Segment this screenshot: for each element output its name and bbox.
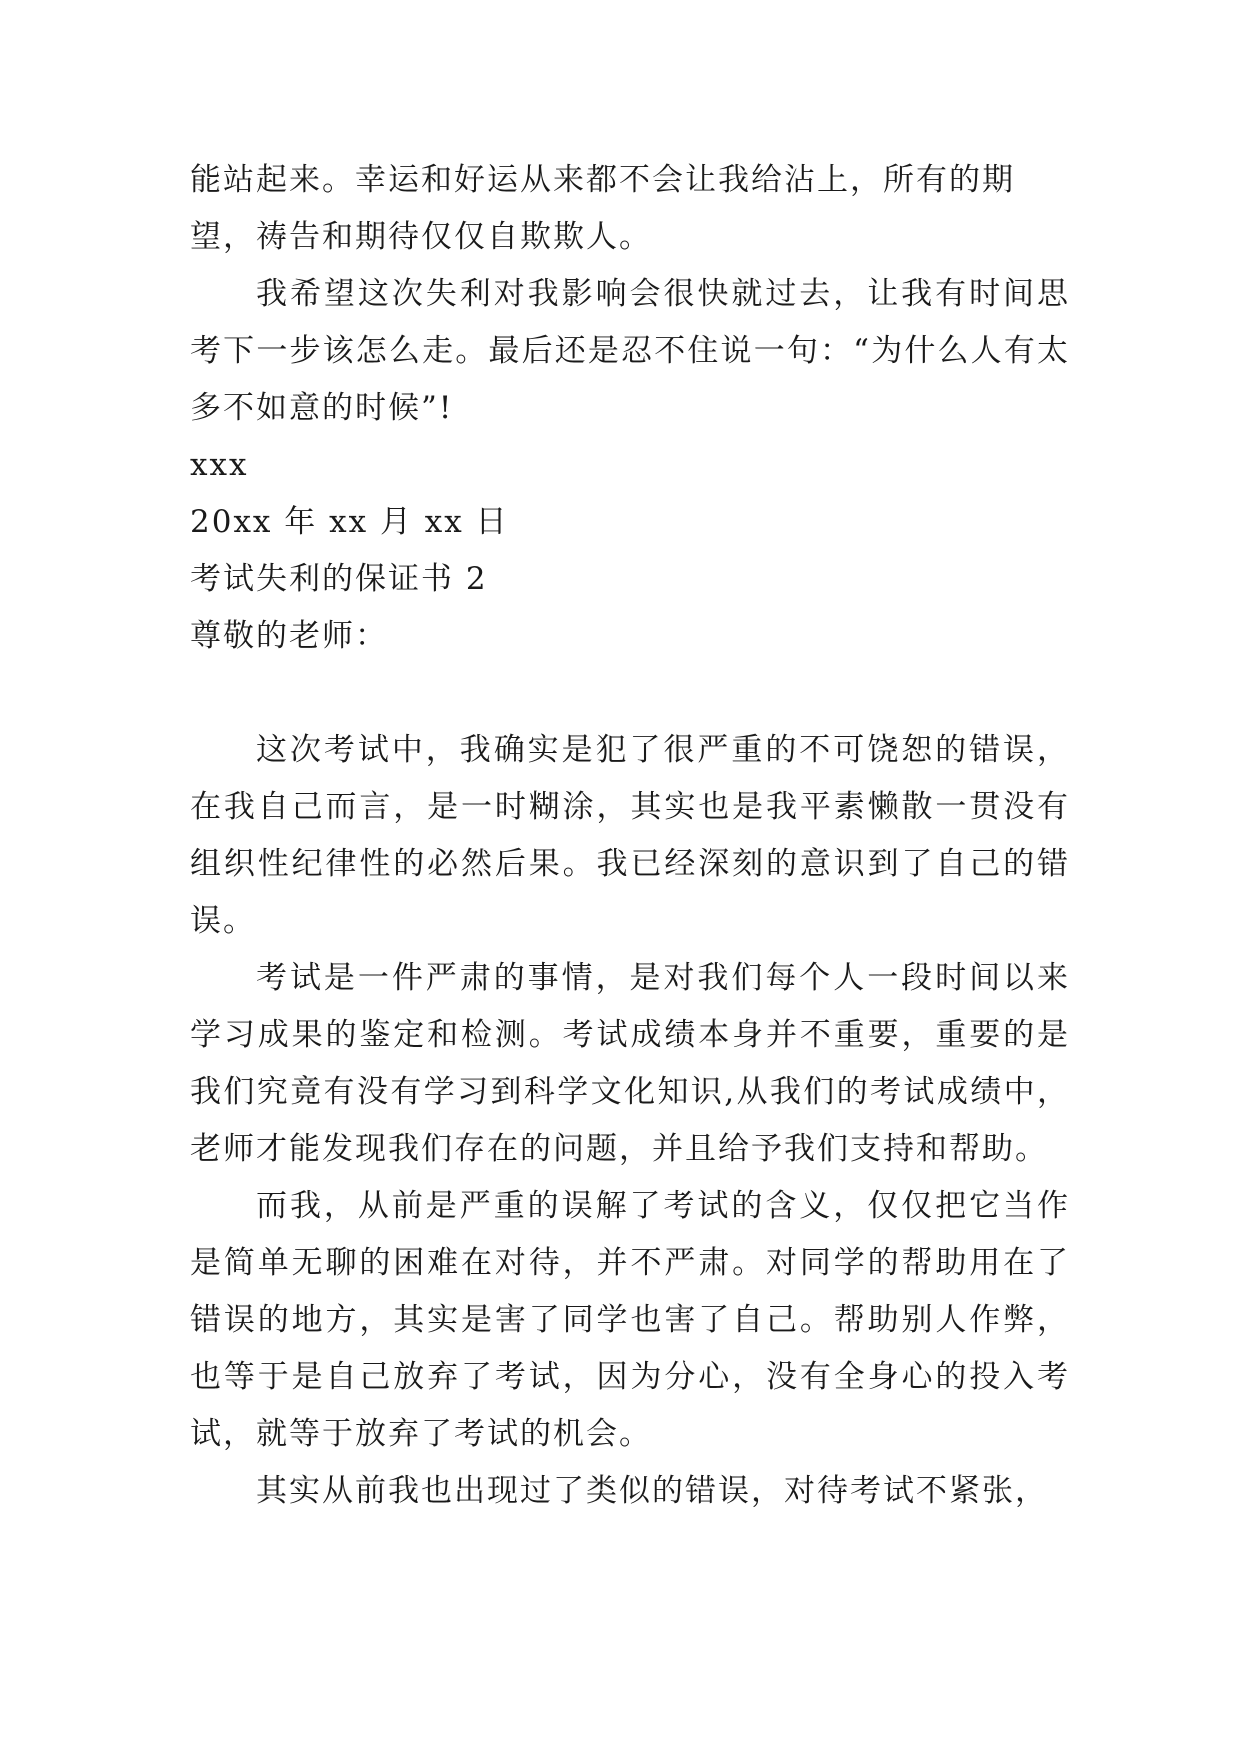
paragraph-4: 其实从前我也出现过了类似的错误，对待考试不紧张， — [256, 1473, 1048, 1509]
continued-paragraph: 能站起来。幸运和好运从来都不会让我给沾上，所有的期望，祷告和期待仅仅自欺欺人。 — [190, 162, 1015, 255]
section-title: 考试失利的保证书 2 — [190, 561, 488, 597]
paragraph-1: 这次考试中，我确实是犯了很严重的不可饶恕的错误，在我自己而言，是一时糊涂，其实也是我平素懒散一贯没有组织性纪律性的必然后果。我已经深刻的意识到了自己的错误。 — [190, 732, 1070, 939]
blank-line — [190, 665, 1070, 722]
document-body — [190, 152, 1070, 1520]
salutation: 尊敬的老师： — [190, 618, 388, 654]
paragraph-3: 而我，从前是严重的误解了考试的含义，仅仅把它当作是简单无聊的困难在对待，并不严肃。对同学的帮助用在了错误的地方，其实是害了同学也害了自己。帮助别人作弊，也等于是自己放弃了考试，因为分心，没有全身心的投入考试，就等于放弃了考试的机会。 — [190, 1188, 1070, 1452]
paragraph-2: 考试是一件严肃的事情，是对我们每个人一段时间以来学习成果的鉴定和检测。考试成绩本身并不重要，重要的是我们究竟有没有学习到科学文化知识,从我们的考试成绩中，老师才能发现我们存在的问题，并且给予我们支持和帮助。 — [190, 960, 1070, 1167]
date-line: 20xx 年 xx 月 xx 日 — [190, 504, 509, 540]
signature: xxx — [190, 447, 249, 483]
paragraph-hope: 我希望这次失利对我影响会很快就过去，让我有时间思考下一步该怎么走。最后还是忍不住说一句：“为什么人有太多不如意的时候”! — [190, 276, 1070, 426]
